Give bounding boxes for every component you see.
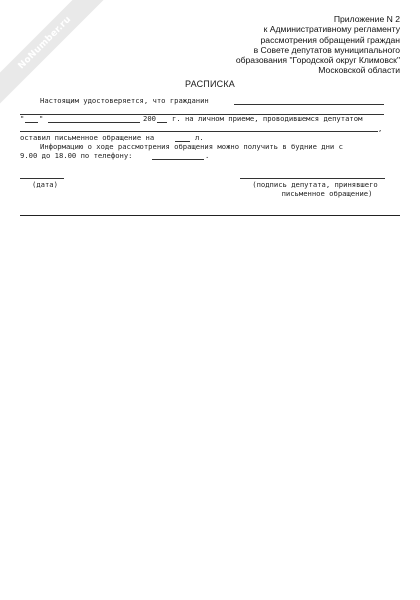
deputy-signature-label: (подпись депутата, принявшего — [252, 180, 378, 189]
watermark-band — [0, 0, 110, 111]
header-line: образования "Городской округ Климовск" — [235, 55, 400, 66]
appendix-header — [150, 14, 400, 76]
submitted-text: оставил письменное обращение на — [20, 133, 155, 142]
header-line: Московской области — [318, 65, 400, 76]
reception-text: г. на личном приеме, проводившемся депутатом — [172, 114, 363, 123]
header-line: в Совете депутатов муниципального — [253, 44, 400, 55]
phone-text: 9.00 до 18.00 по телефону: — [20, 151, 133, 160]
header-line: к Административному регламенту — [263, 24, 400, 35]
date-label: (дата) — [32, 180, 58, 189]
document-title: РАСПИСКА — [185, 79, 235, 89]
deputy-name-field[interactable] — [20, 131, 378, 132]
phone-period: . — [205, 151, 210, 160]
year-prefix: 200 — [143, 114, 156, 123]
day-field[interactable] — [25, 122, 38, 123]
line-comma: , — [378, 124, 383, 133]
bottom-divider — [20, 215, 400, 216]
pages-suffix: л. — [195, 133, 204, 142]
citizen-name-field[interactable] — [234, 104, 384, 105]
phone-field[interactable] — [152, 159, 204, 160]
date-close-quote: " — [39, 114, 44, 123]
watermark-text: NoNumber.ru — [16, 14, 74, 72]
date-signature-line[interactable] — [20, 178, 64, 179]
month-field[interactable] — [48, 122, 140, 123]
year-field[interactable] — [157, 122, 167, 123]
deputy-signature-label-line2: письменное обращение) — [281, 189, 373, 198]
intro-text: Настоящим удостоверяется, что гражданин — [40, 96, 209, 105]
header-line: Приложение N 2 — [333, 14, 400, 24]
date-open-quote: " — [20, 114, 25, 123]
info-text: Информацию о ходе рассмотрения обращения можно получить в будние дни с — [40, 142, 343, 151]
header-line: рассмотрения обращений граждан — [260, 34, 400, 45]
deputy-signature-line[interactable] — [240, 178, 385, 179]
